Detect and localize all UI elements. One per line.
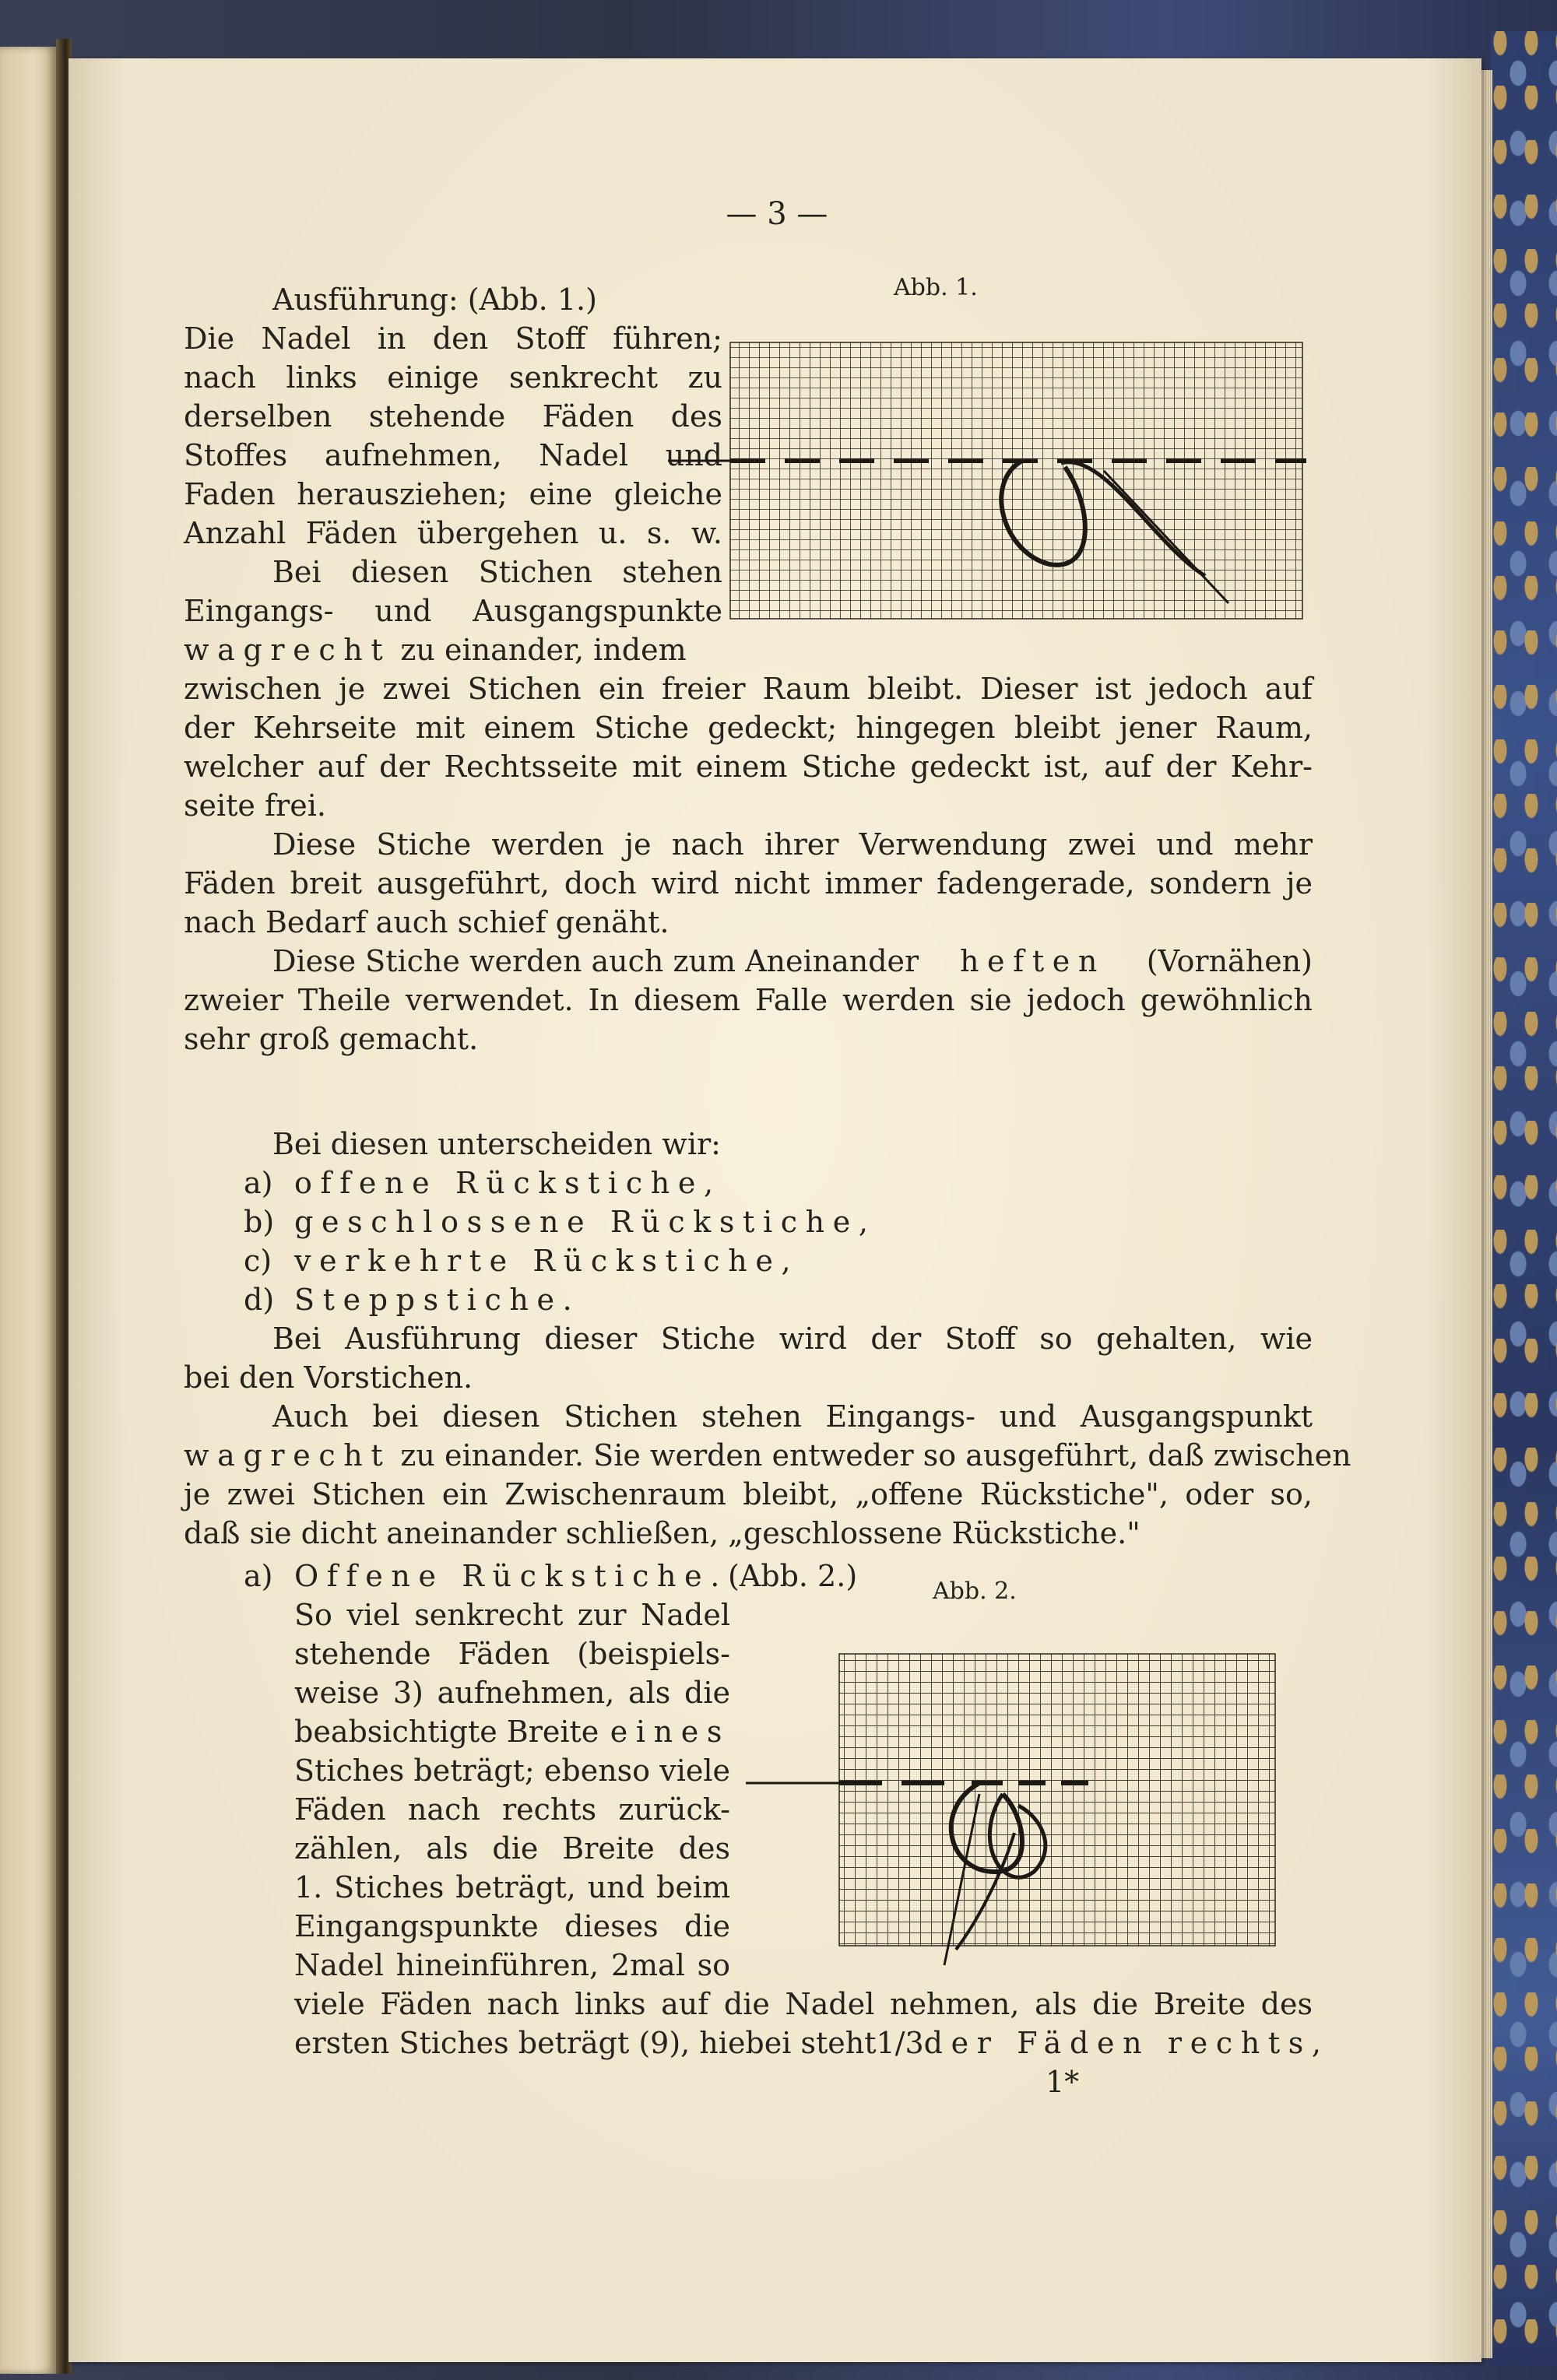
- text-line: Nadel hineinführen, 2mal so: [294, 1948, 730, 1982]
- text-line: So viel senkrecht zur Nadel: [294, 1598, 730, 1632]
- text-line: welcher auf der Rechtsseite mit einem Stiche gedeckt ist, auf der Kehr-: [184, 749, 1313, 784]
- figure-2-label: Abb. 2.: [933, 1578, 1017, 1605]
- fraction: 1/3: [876, 2026, 924, 2060]
- book-page: [69, 58, 1481, 2362]
- text-line: daß sie dicht aneinander schließen, „geschlossene Rückstiche.": [184, 1516, 1141, 1550]
- text-line: Diese Stiche werden auch zum Aneinander heften (Vornähen): [272, 942, 1313, 981]
- list-item: Steppstiche.: [294, 1283, 581, 1317]
- text-line: Bei diesen Stichen stehen: [272, 555, 722, 589]
- text-line: zählen, als die Breite des: [294, 1831, 730, 1866]
- text-line: sehr groß gemacht.: [184, 1022, 479, 1056]
- text-line: bei den Vorstichen.: [184, 1360, 473, 1395]
- text-line: der Kehrseite mit einem Stiche gedeckt; hingegen bleibt jener Raum,: [184, 711, 1313, 745]
- list-marker: c): [244, 1244, 272, 1278]
- text-line: Faden herausziehen; eine gleiche: [184, 477, 722, 511]
- list-item: geschlossene Rückstiche,: [294, 1205, 877, 1239]
- text-line: Bei diesen unterscheiden wir:: [272, 1127, 721, 1161]
- text-line: Fäden nach rechts zurück-: [294, 1792, 730, 1827]
- list-item: offene Rückstiche,: [294, 1166, 722, 1200]
- text-line: beabsichtigte Breite eines: [294, 1712, 730, 1751]
- text-line: Anzahl Fäden übergehen u. s. w.: [184, 516, 722, 550]
- spaced-emphasis: heften: [959, 944, 1106, 978]
- text-line: ersten Stiches beträgt (9), hiebei steht 1/3 der Fäden rechts,: [294, 2024, 1313, 2062]
- list-marker: a): [244, 1559, 273, 1593]
- page-edges: [1481, 70, 1492, 2358]
- text-line: zwischen je zwei Stichen ein freier Raum bleibt. Dieser ist jedoch auf: [184, 672, 1313, 706]
- text-line: zweier Theile verwendet. In diesem Falle werden sie jedoch gewöhnlich: [184, 983, 1313, 1017]
- text-line: viele Fäden nach links auf die Nadel nehmen, als die Breite des: [294, 1987, 1313, 2021]
- text-line: Die Nadel in den Stoff führen;: [184, 321, 722, 356]
- text-line: derselben stehende Fäden des: [184, 399, 722, 434]
- text-line: stehende Fäden (beispiels-: [294, 1637, 730, 1671]
- text-line: wagrecht zu einander. Sie werden entweder so ausgeführt, daß zwischen: [184, 1438, 1351, 1473]
- text-line: Diese Stiche werden je nach ihrer Verwendung zwei und mehr: [272, 827, 1313, 862]
- text-line: 1. Stiches beträgt, und beim: [294, 1870, 730, 1904]
- text-line: Eingangspunkte dieses die: [294, 1909, 730, 1943]
- figure-2-backstitch: [746, 1638, 1306, 2012]
- signature-mark: 1*: [1046, 2065, 1080, 2099]
- text-line: seite frei.: [184, 788, 326, 823]
- text-line: Fäden breit ausgeführt, doch wird nicht immer fadengerade, sondern je: [184, 866, 1313, 900]
- figure-1-label: Abb. 1.: [894, 274, 978, 301]
- text-line: Stoffes aufnehmen, Nadel und: [184, 438, 722, 472]
- list-marker: b): [244, 1205, 275, 1239]
- spaced-emphasis: wagrecht: [184, 1438, 392, 1473]
- marbled-cover-edge: [1491, 31, 1557, 2366]
- page-number: — 3 —: [726, 196, 828, 232]
- text-line: Bei Ausführung dieser Stiche wird der Stoff so gehalten, wie: [272, 1322, 1313, 1356]
- text-line: nach Bedarf auch schief genäht.: [184, 905, 670, 939]
- text-line: Eingangs- und Ausgangspunkte: [184, 594, 722, 628]
- text-line: Ausführung: (Abb. 1.): [272, 283, 597, 317]
- text-line: wagrecht zu einander, indem: [184, 633, 687, 667]
- text-line: nach links einige senkrecht zu: [184, 360, 722, 395]
- figure-1-running-stitch: [668, 327, 1330, 662]
- spaced-emphasis: eines: [610, 1715, 730, 1749]
- list-item: verkehrte Rückstiche,: [294, 1244, 800, 1278]
- subsection-title: Offene Rückstiche.(Abb. 2.): [294, 1559, 858, 1593]
- text-line: Auch bei diesen Stichen stehen Eingangs- und Ausgangspunkt: [272, 1399, 1313, 1434]
- list-marker: a): [244, 1166, 273, 1200]
- text-line: je zwei Stichen ein Zwischenraum bleibt, „offene Rückstiche", oder so,: [184, 1477, 1313, 1511]
- spaced-emphasis: der Fäden rechts,: [923, 2026, 1330, 2060]
- list-marker: d): [244, 1283, 275, 1317]
- text-line: Stiches beträgt; ebenso viele: [294, 1753, 730, 1788]
- text-line: weise 3) aufnehmen, als die: [294, 1676, 730, 1710]
- spaced-emphasis: wagrecht: [184, 633, 392, 667]
- left-page-edge: [0, 47, 56, 2374]
